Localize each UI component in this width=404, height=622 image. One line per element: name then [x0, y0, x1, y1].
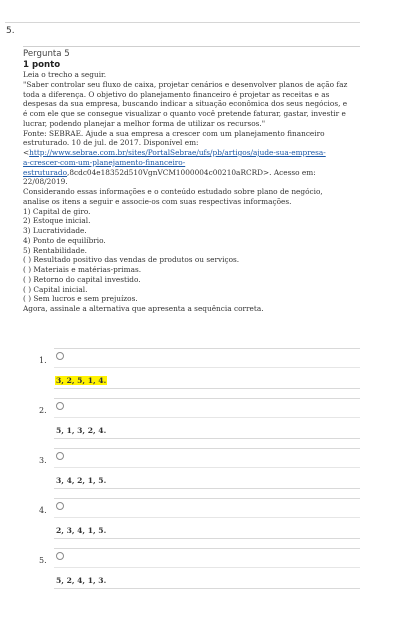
instruction-line: Considerando essas informações e o conteúdo estudado sobre plano de negócio, — [23, 187, 323, 196]
item-line: 4) Ponto de equilíbrio. — [23, 235, 106, 245]
radio-button[interactable] — [56, 502, 64, 510]
answer-number: 2. — [39, 406, 47, 415]
answer-divider — [54, 517, 360, 518]
question-title: Pergunta 5 — [23, 49, 70, 59]
answer-number: 3. — [39, 456, 47, 465]
answer-divider — [54, 498, 360, 499]
answer-divider — [54, 367, 360, 368]
quote-line: lucrar, podendo planejar a melhor forma de utilizar os recursos." — [23, 118, 266, 128]
quote-line: toda a diferença. O objetivo do planejamento financeiro é projetar as receitas e as — [23, 89, 330, 99]
answer-divider — [54, 348, 360, 349]
answer-divider — [54, 488, 360, 489]
answer-divider — [54, 548, 360, 549]
card-divider — [23, 46, 360, 47]
link-suffix: ,8cdc04e18352d510VgnVCM1000004c00210aRCRD>. Acesso em: — [67, 167, 316, 177]
link-prefix: < — [23, 148, 30, 157]
answer-divider — [54, 438, 360, 439]
blank-line: ( ) Capital inicial. — [23, 284, 88, 294]
answer-text: 3, 4, 2, 1, 5. — [56, 476, 107, 485]
answer-option-4[interactable] — [37, 498, 360, 548]
question-container — [5, 22, 360, 36]
answer-option-3[interactable] — [37, 448, 360, 498]
answer-divider — [54, 417, 360, 418]
prompt-line: Agora, assinale a alternativa que apresenta a sequência correta. — [23, 304, 264, 313]
answer-divider — [54, 467, 360, 468]
access-date: 22/08/2019. — [23, 177, 68, 187]
answer-number: 5. — [39, 556, 47, 565]
item-line: 5) Rentabilidade. — [23, 245, 88, 255]
source-line: estruturado. 10 de jul. de 2017. Disponível em: — [23, 138, 199, 148]
instruction-line: analise os itens a seguir e associe-os com suas respectivas informações. — [23, 196, 292, 206]
answer-options — [37, 348, 360, 598]
quote-line: "Saber controlar seu fluxo de caixa, projetar cenários e desenvolver planos de ação faz — [23, 79, 348, 89]
answer-number: 1. — [39, 356, 47, 365]
source-link-line — [23, 148, 360, 158]
radio-button[interactable] — [56, 402, 64, 410]
source-link-line — [23, 168, 360, 178]
intro-text: Leia o trecho a seguir. — [23, 70, 107, 79]
source-link[interactable]: a-crescer-com-um-planejamento-financeiro- — [23, 157, 186, 167]
answer-divider — [54, 398, 360, 399]
answer-divider — [54, 388, 360, 389]
answer-divider — [54, 448, 360, 449]
item-line: 1) Capital de giro. — [23, 206, 91, 216]
question-divider — [5, 22, 360, 23]
blank-line: ( ) Retorno do capital investido. — [23, 274, 141, 284]
answer-text: 5, 2, 4, 1, 3. — [56, 576, 107, 585]
question-card — [23, 46, 360, 314]
source-link-line — [23, 158, 360, 168]
answer-number: 4. — [39, 506, 47, 515]
answer-option-2[interactable] — [37, 398, 360, 448]
question-body — [23, 70, 360, 314]
blank-line: ( ) Materiais e matérias-primas. — [23, 265, 142, 274]
blank-line: ( ) Resultado positivo das vendas de produtos ou serviços. — [23, 255, 240, 265]
question-number: 5. — [6, 26, 15, 36]
source-link[interactable]: estruturado — [23, 167, 67, 177]
item-line: 3) Lucratividade. — [23, 226, 87, 235]
answer-text: 2, 3, 4, 1, 5. — [56, 526, 107, 535]
radio-button[interactable] — [56, 552, 64, 560]
answer-text: 5, 1, 3, 2, 4. — [56, 426, 107, 435]
answer-divider — [54, 567, 360, 568]
answer-text: 3, 2, 5, 1, 4. — [56, 376, 107, 385]
answer-option-5[interactable] — [37, 548, 360, 598]
quote-line: é com ele que se consegue visualizar o quanto você pretende faturar, gastar, investir e — [23, 109, 346, 118]
quote-line: despesas da sua empresa, buscando indicar a situação econômica dos seus negócios, e — [23, 99, 348, 109]
radio-button[interactable] — [56, 352, 64, 360]
answer-divider — [54, 538, 360, 539]
source-line: Fonte: SEBRAE. Ajude a sua empresa a crescer com um planejamento financeiro — [23, 128, 325, 138]
question-points: 1 ponto — [23, 60, 61, 70]
item-line: 2) Estoque inicial. — [23, 216, 91, 226]
blank-line: ( ) Sem lucros e sem prejuízos. — [23, 294, 138, 304]
source-link[interactable]: http://www.sebrae.com.br/sites/PortalSebrae/ufs/pb/artigos/ajude-sua-empresa- — [29, 148, 326, 157]
radio-button[interactable] — [56, 452, 64, 460]
answer-option-1[interactable] — [37, 348, 360, 398]
answer-divider — [54, 588, 360, 589]
